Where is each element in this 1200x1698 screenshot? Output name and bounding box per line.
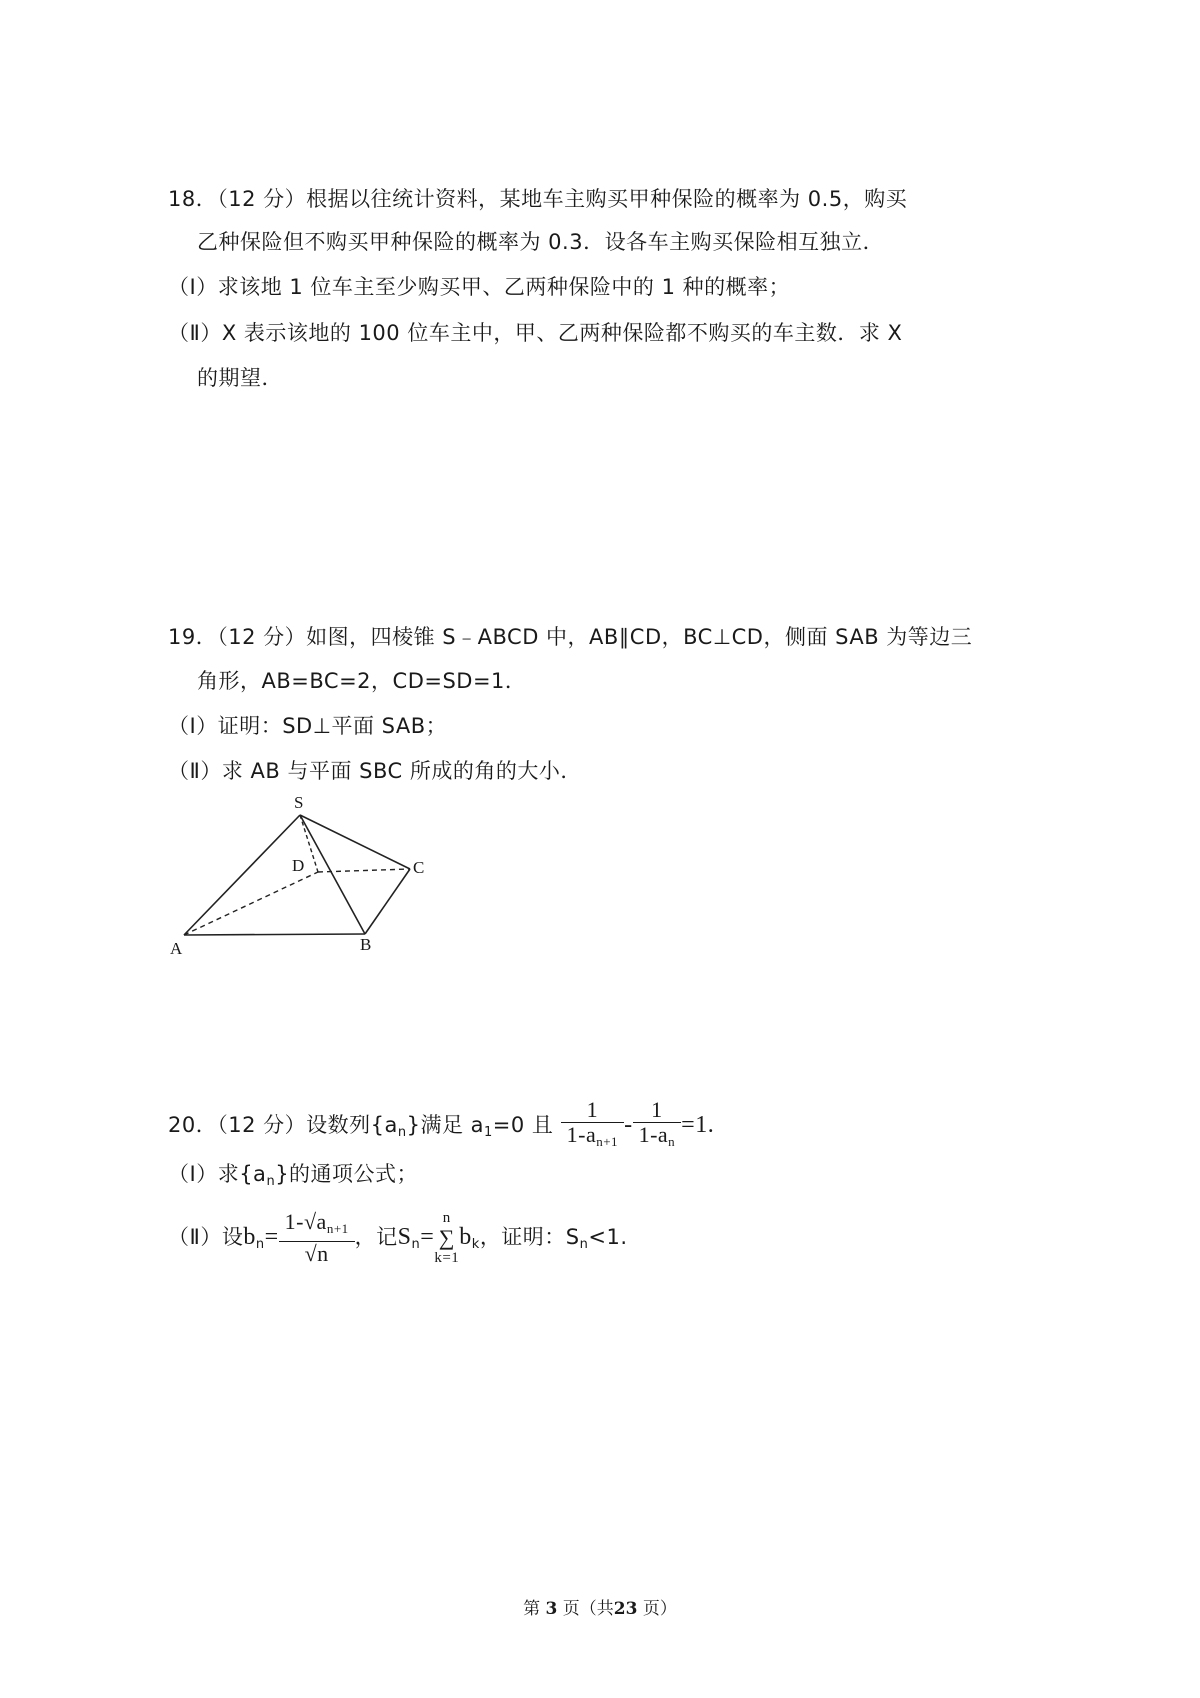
q20-statement (168, 1098, 714, 1159)
q20-part1-sub: n (266, 1174, 276, 1189)
q20-sum (434, 1209, 459, 1267)
q18-part1: （Ⅰ）求该地 1 位车主至少购买甲、乙两种保险中的 1 种的概率； (168, 275, 791, 299)
footer-suffix: 页） (642, 1599, 677, 1619)
label-C: C (413, 858, 425, 877)
q19-line2: 角形，AB=BC=2，CD=SD=1． (197, 669, 527, 693)
edge-SA (184, 815, 300, 935)
q20-frac2-num: 1 (651, 1097, 663, 1122)
q18-line1: 18．（12 分）根据以往统计资料，某地车主购买甲种保险的概率为 0.5，购买 (168, 187, 908, 211)
edge-DC (318, 869, 410, 872)
footer-prefix: 第 (523, 1599, 541, 1619)
edge-SC (300, 815, 410, 869)
q20-b: b (243, 1224, 256, 1250)
q20-frac2 (633, 1098, 682, 1154)
q20-sum-sig: ∑ (438, 1225, 455, 1250)
page-footer (0, 1594, 1200, 1619)
q20-frac2-den-sub: n (668, 1134, 676, 1149)
q20-bk-sub: k (471, 1237, 480, 1252)
q19-line1: 19．（12 分）如图，四棱锥 S﹣ABCD 中，AB∥CD，BC⊥CD，侧面 SAB 为等边三 (168, 625, 973, 649)
q20-S-sub: n (411, 1237, 421, 1252)
q20-minus: - (624, 1112, 633, 1138)
q18-part2b: 的期望． (197, 366, 283, 390)
q20-part1-a: （Ⅰ）求{a (168, 1162, 267, 1186)
q19-part2: （Ⅱ）求 AB 与平面 SBC 所成的角的大小． (168, 759, 582, 783)
q20-proof-end: <1. (588, 1225, 628, 1249)
footer-total-pages: 23 (613, 1599, 638, 1619)
q20-part2 (168, 1206, 628, 1276)
q20-eq0: =0 且 (492, 1113, 554, 1137)
q20-sub-1: 1 (484, 1125, 493, 1140)
q20-b-sub: n (255, 1237, 265, 1252)
q20-part2-a: （Ⅱ）设 (168, 1225, 244, 1249)
q20-bn-frac (279, 1210, 355, 1266)
edge-BC (365, 869, 410, 934)
q20-bn-num-sub: n+1 (326, 1221, 349, 1236)
edge-AD (184, 872, 318, 935)
q20-mid: }满足 a (406, 1113, 485, 1137)
q20-part1 (168, 1161, 418, 1195)
q20-part1-b: }的通项公式； (275, 1162, 419, 1186)
q20-bn-num (279, 1210, 355, 1241)
q20-bn-den: √n (279, 1241, 355, 1266)
footer-page-number: 3 (545, 1599, 558, 1619)
label-A: A (170, 939, 183, 958)
q20-proof-sub: n (579, 1237, 589, 1252)
pyramid-figure (160, 790, 460, 960)
label-S: S (294, 793, 304, 812)
q20-frac1-num: 1 (586, 1097, 599, 1122)
edge-SB (300, 815, 365, 934)
q20-frac2-den-text: 1-a (638, 1122, 669, 1147)
q20-frac2-den (633, 1122, 682, 1154)
q20-frac1 (561, 1098, 624, 1154)
q20-frac1-den-sub: n+1 (596, 1134, 619, 1149)
q20-comma-ji: ，记 (354, 1225, 398, 1249)
q20-frac1-den-text: 1-a (566, 1122, 597, 1147)
label-D: D (292, 856, 305, 875)
q20-prefix: 20．（12 分）设数列{a (168, 1113, 398, 1137)
q20-S: S (397, 1224, 412, 1250)
q20-eq1: =1. (681, 1112, 715, 1138)
label-B: B (360, 935, 372, 954)
q20-eq2: = (420, 1224, 435, 1250)
q19-part1: （Ⅰ）证明：SD⊥平面 SAB； (168, 714, 448, 738)
q18-line2: 乙种保险但不购买甲种保险的概率为 0.3．设各车主购买保险相互独立． (197, 230, 885, 254)
q20-bk: b (459, 1224, 472, 1250)
q20-frac1-den (561, 1122, 624, 1154)
q20-eq: = (264, 1224, 279, 1250)
footer-mid: 页（共 (562, 1599, 614, 1619)
q20-sum-top: n (442, 1210, 451, 1226)
q18-part2a: （Ⅱ）X 表示该地的 100 位车主中，甲、乙两种保险都不购买的车主数．求 X (168, 321, 903, 345)
q20-proof: ，证明：S (479, 1225, 580, 1249)
q20-bn-num-text: 1-√a (284, 1209, 327, 1234)
edge-AB (184, 934, 365, 935)
q20-sum-bot: k=1 (434, 1250, 460, 1266)
q20-sub-n: n (397, 1125, 407, 1140)
